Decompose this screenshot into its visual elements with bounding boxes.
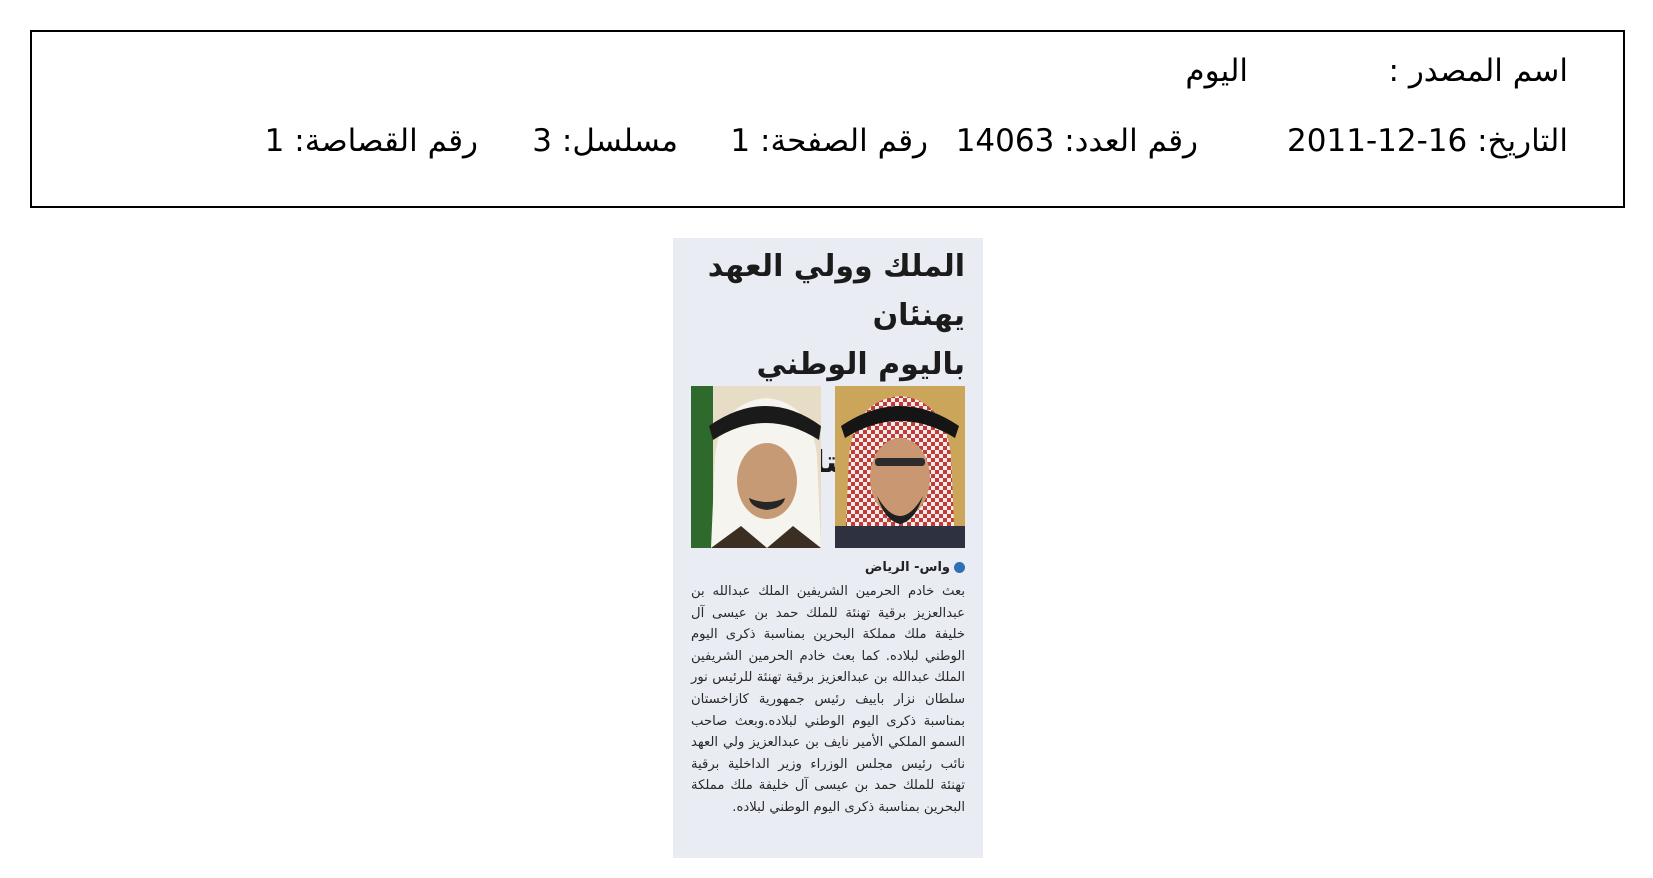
headline-line: الملك وولي العهد يهنئان	[707, 249, 965, 333]
dateline-text: واس- الرياض	[864, 560, 950, 575]
page-field	[730, 123, 928, 159]
clip-label: رقم القصاصة:	[294, 123, 478, 159]
page-label: رقم الصفحة:	[760, 123, 928, 159]
king-portrait-illustration	[835, 386, 965, 548]
clip-value: 1	[264, 123, 285, 159]
source-value: اليوم	[1185, 53, 1248, 89]
crown-prince-portrait-illustration	[691, 386, 821, 548]
issue-value: 14063	[955, 123, 1055, 159]
crown-prince-portrait-photo	[691, 386, 821, 548]
headline-line: باليوم الوطني	[756, 347, 965, 382]
article-body: بعث خادم الحرمين الشريفين الملك عبدالله بن عبدالعزيز برقية تهنئة للملك حمد بن عيسى آل خليفة ملك مملكة البحرين بمناسبة ذكرى اليوم الوطني لبلاده. كما بعث خادم الحرمين الشريفين الملك عبدالله بن عبدالعزيز برقية تهنئة للرئيس نور سلطان نزار باييف رئيس جمهورية كازاخستان بمناسبة ذكرى اليوم الوطني لبلاده.وبعث صاحب السمو الملكي الأمير نايف بن عبدالعزيز ولي العهد نائب رئيس مجلس الوزراء وزير الداخلية برقية تهنئة للملك حمد بن عيسى آل خليفة ملك مملكة البحرين بمناسبة ذكرى اليوم الوطني لبلاده.	[691, 584, 965, 815]
issue-field	[955, 123, 1198, 159]
serial-value: 3	[532, 123, 553, 159]
issue-label: رقم العدد:	[1064, 123, 1198, 159]
king-portrait-photo	[835, 386, 965, 548]
source-label: اسم المصدر :	[1388, 53, 1568, 89]
serial-label: مسلسل:	[561, 123, 678, 159]
bullet-dot-icon	[954, 562, 965, 573]
source-info-box	[30, 30, 1625, 208]
page-value: 1	[730, 123, 751, 159]
serial-field	[532, 123, 678, 159]
date-label: التاريخ:	[1477, 123, 1568, 159]
date-field	[1287, 123, 1568, 159]
newspaper-clipping	[673, 238, 983, 858]
date-value: 2011-12-16	[1287, 123, 1468, 159]
article-dateline	[865, 560, 965, 575]
clip-field	[264, 123, 478, 159]
